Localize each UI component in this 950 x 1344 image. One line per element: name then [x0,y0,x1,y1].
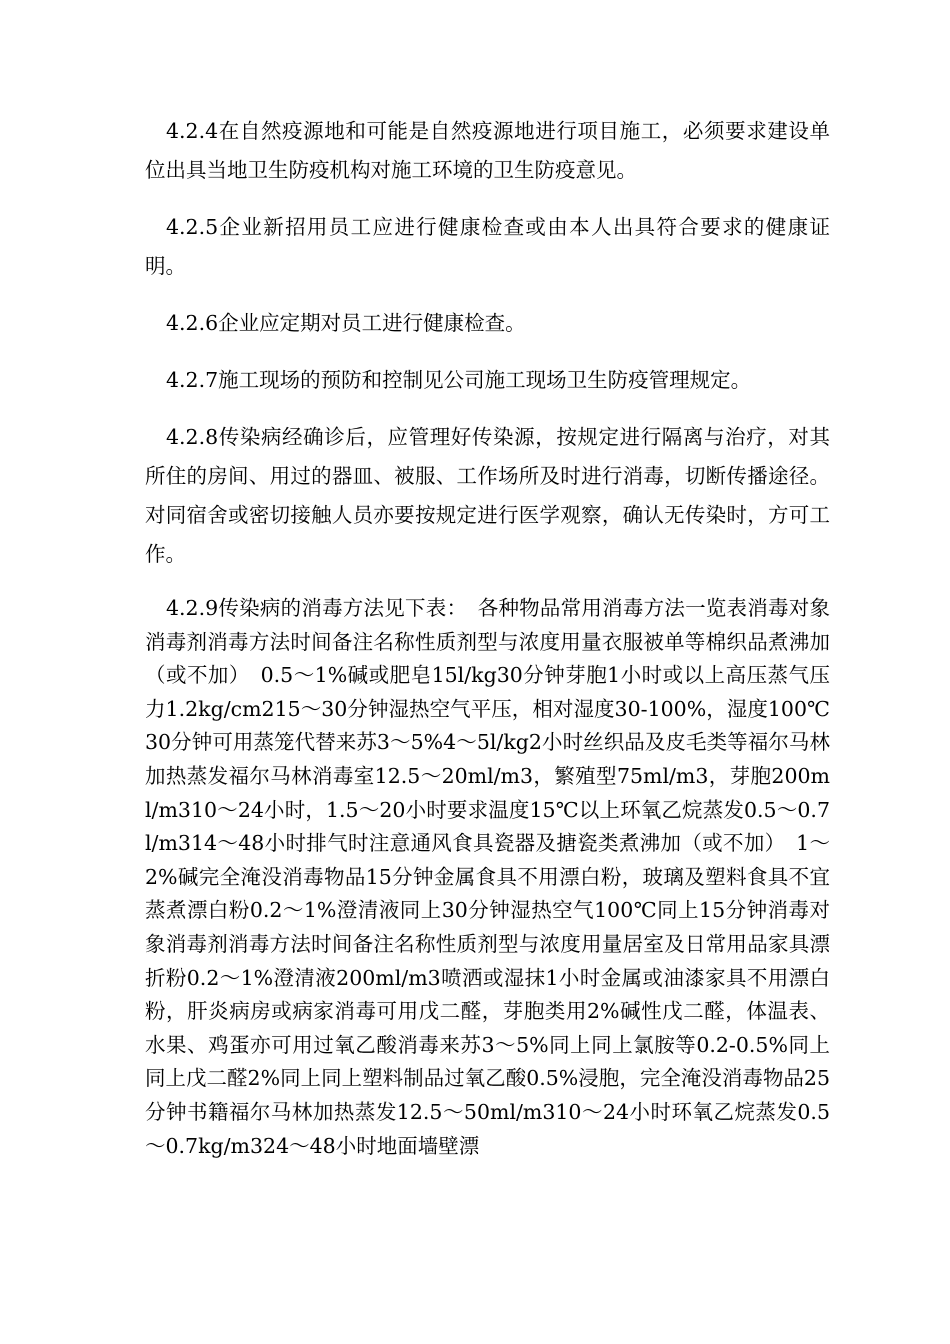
paragraph-4-2-9: 4.2.9传染病的消毒方法见下表： 各种物品常用消毒方法一览表消毒对象消毒剂消毒方法时间备注名称性质剂型与浓度用量衣服被单等棉织品煮沸加（或不加） 0.5～1%碱或肥皂15l/kg30分钟芽胞1小时或以上高压蒸气压力1.2kg/cm215～30分钟湿热空气平压，相对湿度30-100%，湿度100℃30分钟可用蒸笼代替来苏3～5%4～5l/kg2小时丝织品及皮毛类等福尔马林加热蒸发福尔马林消毒室12.5～20ml/m3，繁殖型75ml/m3，芽胞200ml/m310～24小时，1.5～20小时要求温度15℃以上环氧乙烷蒸发0.5～0.7l/m314～48小时排气时注意通风食具瓷器及搪瓷类煮沸加（或不加） 1～2%碱完全淹没消毒物品15分钟金属食具不用漂白粉，玻璃及塑料食具不宜蒸煮漂白粉0.2～1%澄清液同上30分钟湿热空气100℃同上15分钟消毒对象消毒剂消毒方法时间备注名称性质剂型与浓度用量居室及日常用品家具漂折粉0.2～1%澄清液200ml/m3喷洒或湿抹1小时金属或油漆家具不用漂白粉，肝炎病房或病家消毒可用戊二醛，芽胞类用2%碱性戊二醛，体温表、水果、鸡蛋亦可用过氧乙酸消毒来苏3～5%同上同上氯胺等0.2-0.5%同上同上戊二醛2%同上同上塑料制品过氧乙酸0.5%浸胞，完全淹没消毒物品25分钟书籍福尔马林加热蒸发12.5～50ml/m310～24小时环氧乙烷蒸发0.5～0.7kg/m324～48小时地面墙壁漂 [145,596,830,1158]
paragraph-4-2-5: 4.2.5企业新招用员工应进行健康检查或由本人出具符合要求的健康证明。 [145,215,830,278]
paragraph-4-2-7: 4.2.7施工现场的预防和控制见公司施工现场卫生防疫管理规定。 [166,368,752,392]
paragraph-4-2-6: 4.2.6企业应定期对员工进行健康检查。 [166,311,526,335]
paragraph-4-2-8: 4.2.8传染病经确诊后，应管理好传染源，按规定进行隔离与治疗，对其所住的房间、用过的器皿、被服、工作场所及时进行消毒，切断传播途径。对同宿舍或密切接触人员亦要按规定进行医学观察，确认无传染时，方可工作。 [145,425,830,566]
paragraph-4-2-4: 4.2.4在自然疫源地和可能是自然疫源地进行项目施工，必须要求建设单位出具当地卫生防疫机构对施工环境的卫生防疫意见。 [145,119,830,182]
